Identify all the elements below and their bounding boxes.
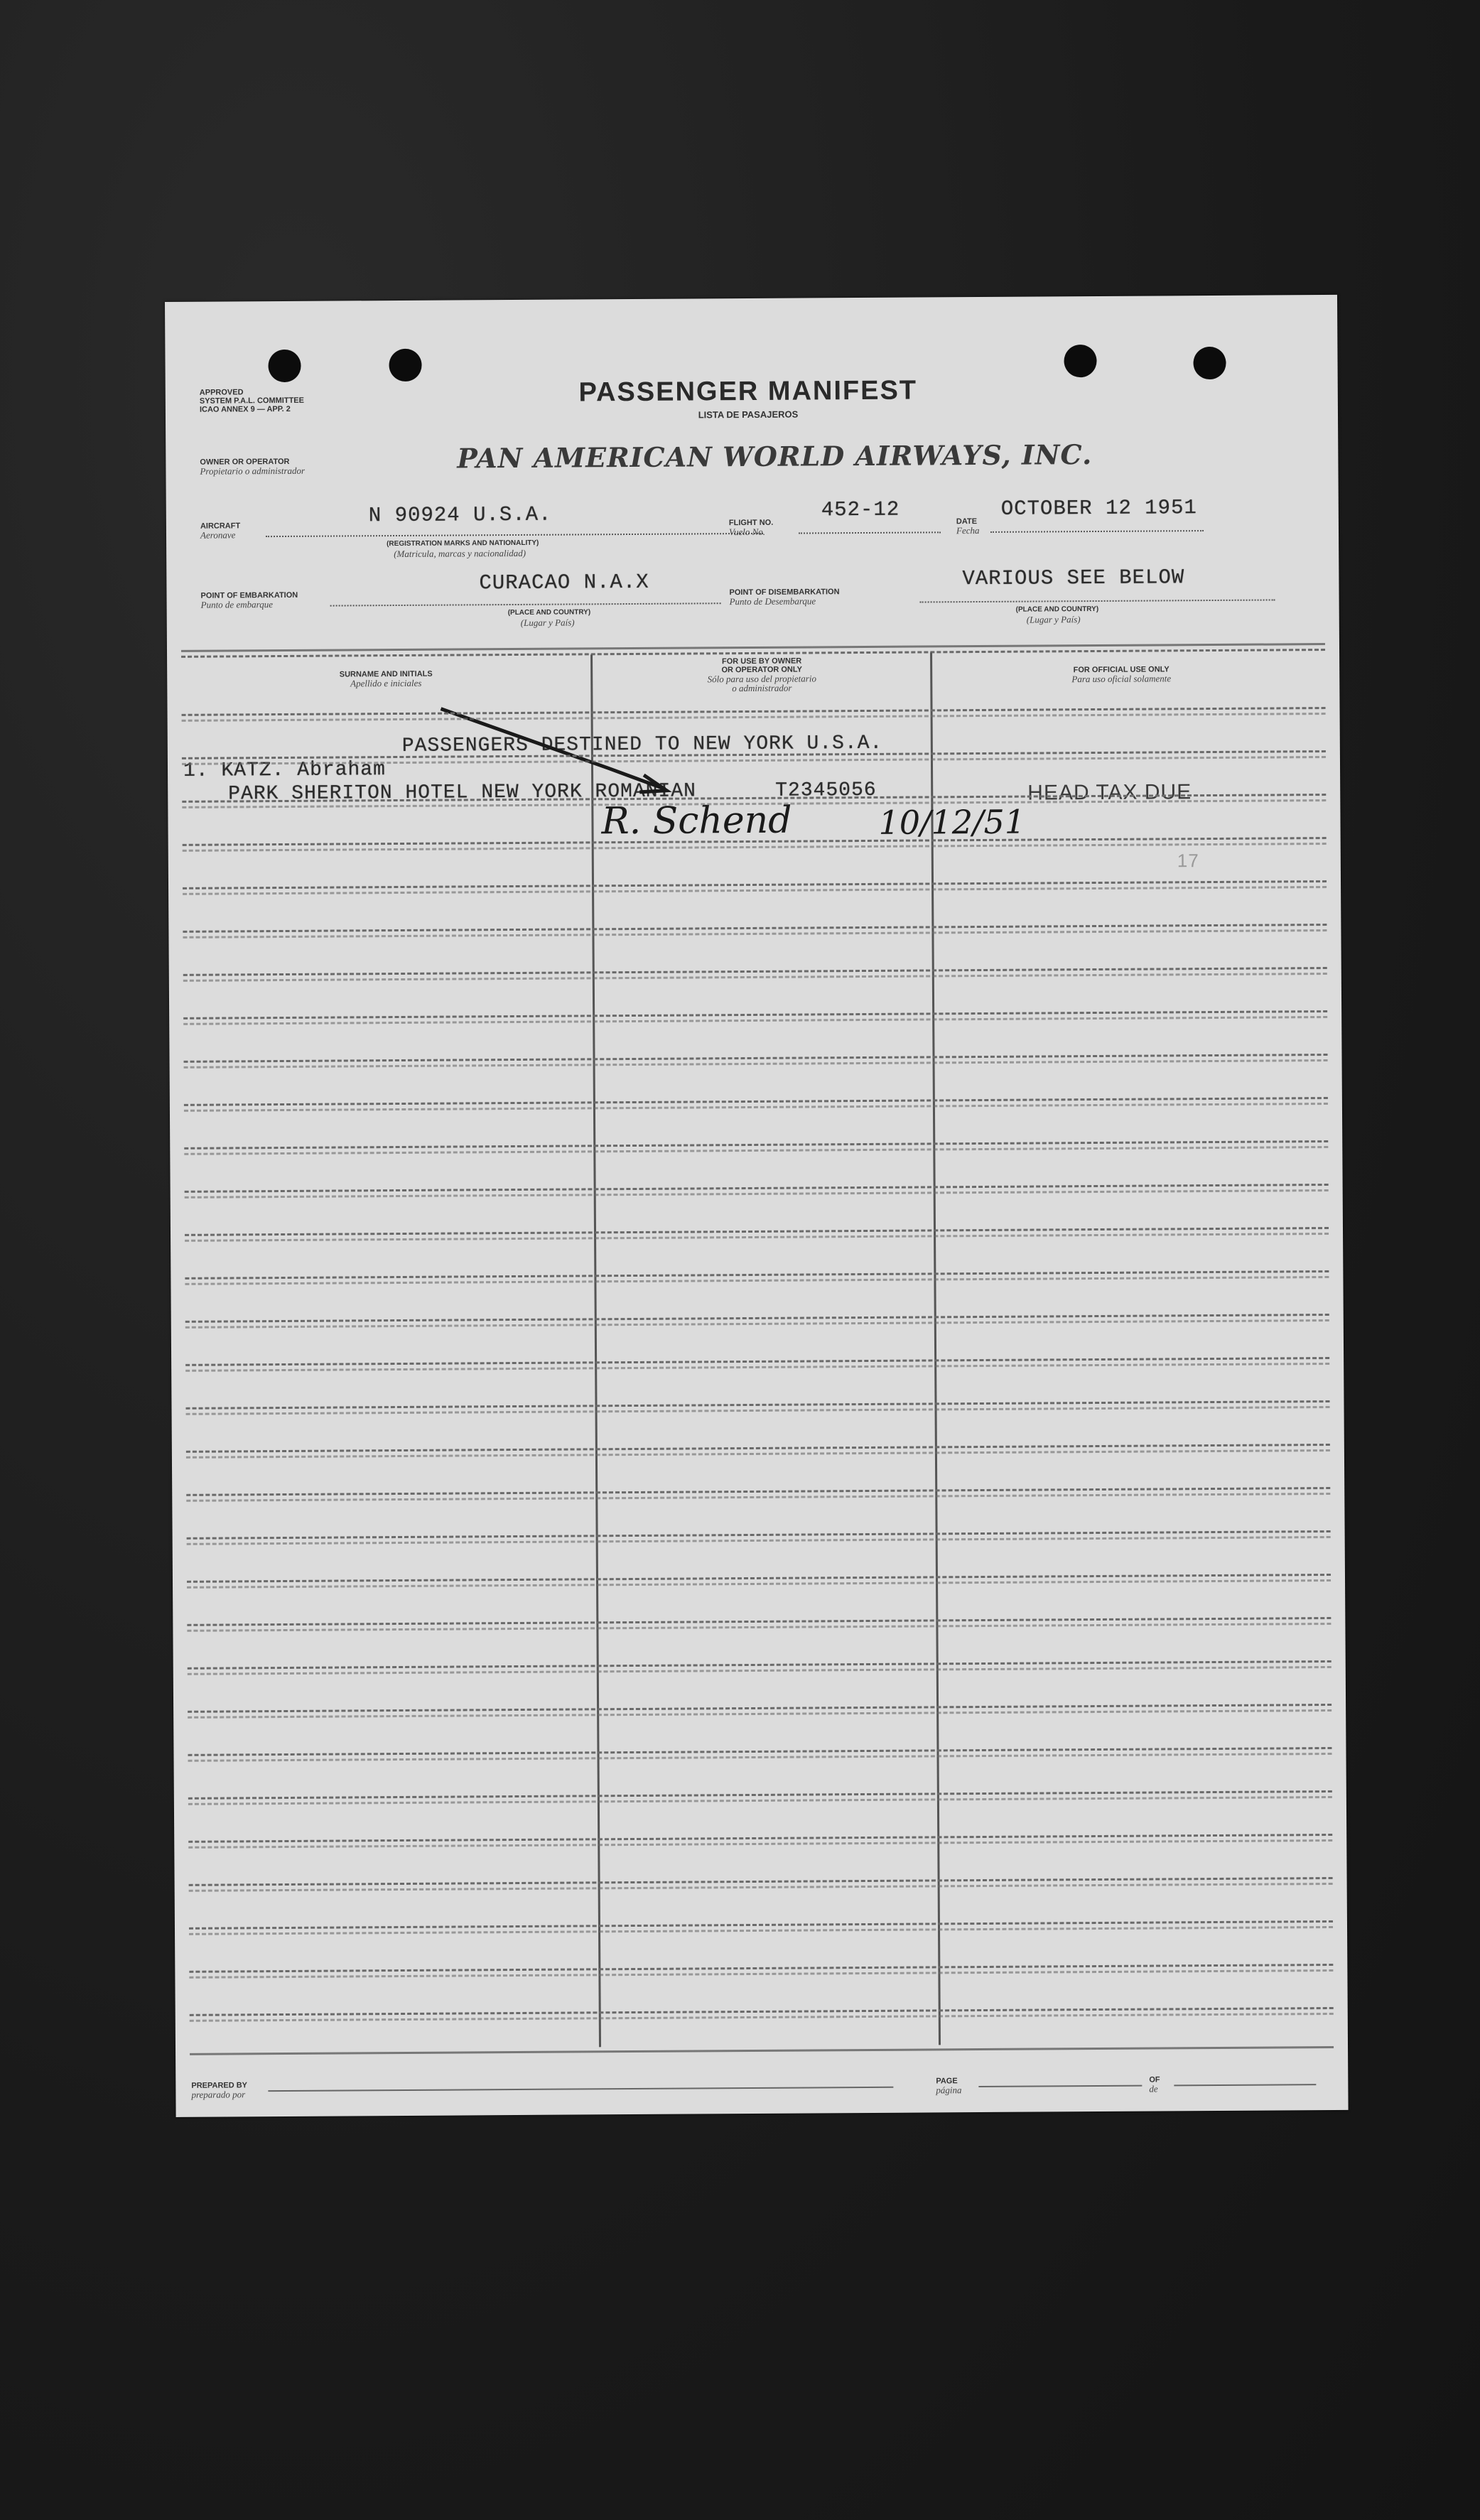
prepared-label: PREPARED BY (191, 2081, 248, 2090)
flight-value: 452-12 (821, 497, 900, 522)
page-line (978, 2085, 1142, 2087)
aircraft-caption: (REGISTRATION MARKS AND NATIONALITY) (387, 539, 539, 548)
flight-label-block (729, 519, 773, 536)
embark-line (330, 602, 721, 606)
page-label-es: página (936, 2084, 962, 2096)
disembark-label: POINT OF DISEMBARKATION (729, 588, 840, 597)
of-label-es: de (1149, 2083, 1158, 2094)
flight-label-es: Vuelo No. (728, 526, 766, 538)
page-subtitle: LISTA DE PASAJEROS (698, 409, 799, 421)
embark-caption: (PLACE AND COUNTRY) (507, 608, 591, 617)
column-header-official-text: FOR OFFICIAL USE ONLY (1073, 665, 1170, 675)
destination-note: PASSENGERS DESTINED TO NEW YORK U.S.A. (401, 732, 883, 757)
aircraft-caption-es: (Matricula, marcas y nacionalidad) (394, 547, 526, 560)
aircraft-label: AIRCRAFT (200, 521, 241, 531)
punch-hole-icon (389, 349, 421, 382)
of-label-block (1149, 2075, 1160, 2093)
approval-block (200, 387, 384, 414)
aircraft-line (266, 533, 763, 537)
passenger-1-detail: PARK SHERITON HOTEL NEW YORK ROMANIAN (228, 780, 697, 806)
disembark-caption: (PLACE AND COUNTRY) (1015, 605, 1099, 614)
embark-label-es: Punto de embarque (200, 599, 273, 610)
prepared-line (268, 2087, 893, 2092)
aircraft-label-es: Aeronave (200, 529, 236, 541)
signature-date: 10/12/51 (878, 802, 1026, 842)
disembark-label-es: Punto de Desembarque (729, 595, 816, 607)
passenger-1-name: 1. KATZ. Abraham (183, 759, 386, 782)
column-header-surname (181, 669, 590, 689)
column-header-owner-es-2: o administrador (732, 682, 792, 694)
of-label: OF (1149, 2075, 1160, 2084)
column-header-owner-text-2: OR OPERATOR ONLY (721, 665, 802, 675)
punch-hole-icon (268, 350, 301, 382)
page-label: PAGE (936, 2077, 958, 2086)
manifest-sheet (165, 295, 1349, 2117)
margin-mark: 17 (1177, 850, 1199, 872)
embark-label: POINT OF EMBARKATION (200, 590, 298, 600)
approval-line: SYSTEM P.A.L. COMMITTEE (199, 396, 304, 406)
head-tax-stamp: HEAD TAX DUE (1027, 780, 1192, 805)
date-line (990, 530, 1204, 533)
embark-label-block (200, 591, 298, 610)
table-bottom-rule (190, 2046, 1334, 2055)
of-line (1174, 2084, 1316, 2086)
owner-label-es: Propietario o administrador (200, 465, 306, 477)
column-header-owner-text: FOR USE BY OWNER (721, 656, 802, 666)
date-value: OCTOBER 12 1951 (1000, 496, 1197, 521)
owner-label-block (200, 458, 305, 476)
approval-line: ICAO ANNEX 9 — APP. 2 (199, 404, 291, 414)
flight-line (799, 531, 941, 534)
disembark-label-block (729, 588, 839, 606)
punch-hole-icon (1193, 347, 1226, 379)
disembark-value: VARIOUS SEE BELOW (962, 566, 1185, 591)
column-header-surname-es: Apellido e iniciales (350, 677, 422, 689)
column-header-official-es: Para uso oficial solamente (1071, 673, 1172, 685)
column-header-owner-use (593, 656, 930, 693)
owner-label: OWNER OR OPERATOR (200, 457, 290, 467)
page-title: PASSENGER MANIFEST (578, 375, 918, 408)
embark-caption-es: (Lugar y País) (520, 617, 575, 628)
date-label: DATE (956, 517, 978, 526)
prepared-label-es: preparado por (191, 2089, 246, 2100)
flight-label: FLIGHT NO. (728, 518, 774, 528)
column-header-owner-es: Sólo para uso del propietario (707, 673, 816, 685)
prepared-by-block (191, 2081, 247, 2099)
aircraft-value: N 90924 U.S.A. (368, 502, 552, 528)
signature: R. Schend (601, 799, 792, 843)
column-header-surname-text: SURNAME AND INITIALS (339, 669, 433, 679)
aircraft-label-block (200, 521, 240, 539)
approval-line: APPROVED (199, 388, 244, 397)
punch-hole-icon (1064, 345, 1096, 377)
date-label-block (956, 517, 980, 535)
page-label-block (936, 2077, 961, 2094)
passenger-1-document: T2345056 (775, 779, 877, 802)
column-header-official (933, 664, 1309, 684)
embark-value: CURACAO N.A.X (479, 570, 649, 595)
date-label-es: Fecha (956, 525, 980, 536)
owner-value: PAN AMERICAN WORLD AIRWAYS, INC. (457, 438, 1093, 475)
disembark-caption-es: (Lugar y País) (1026, 614, 1081, 625)
disembark-line (920, 599, 1275, 602)
